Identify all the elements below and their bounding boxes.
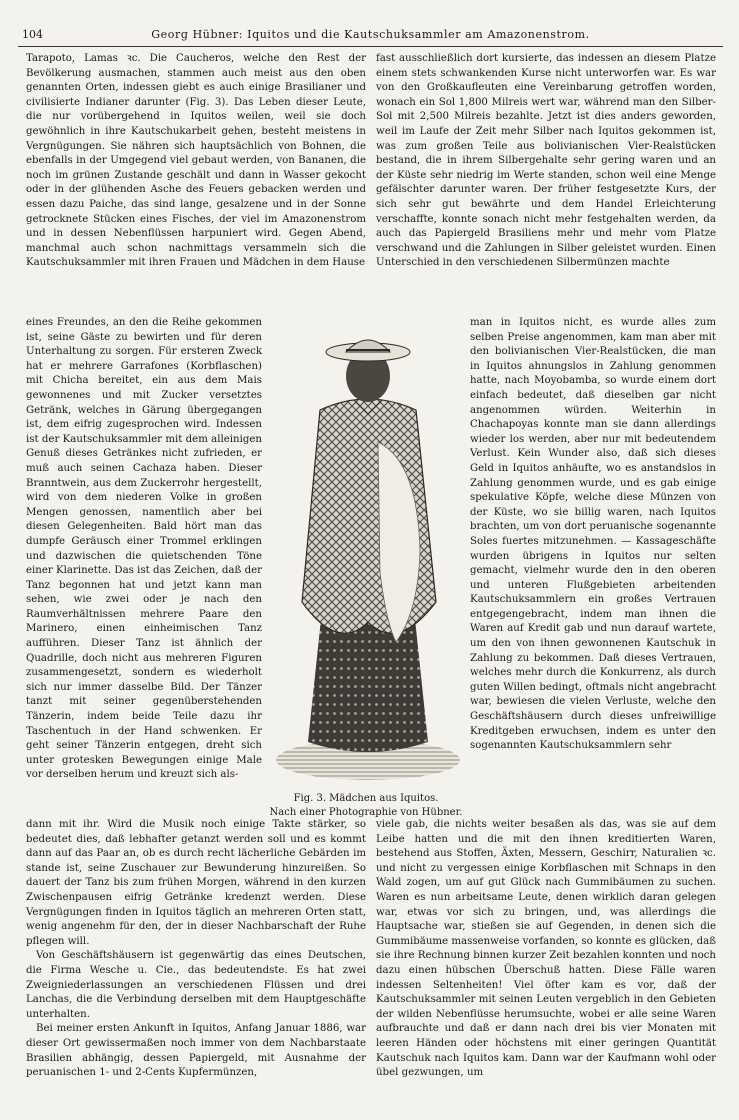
column-right-top (376, 52, 716, 271)
girl-illustration (268, 322, 464, 786)
column-left-middle (26, 316, 262, 783)
page-number: 104 (22, 28, 43, 41)
paragraph: man in Iquitos nicht, es wurde alles zum selben Preise angenommen, kam man aber mit den bolivianischen Vier-Realstücken, die man in Iquitos ahnungslos in Zahlung genommen hatte, nach Moyobamba, so wurde einem dort einfach bedeutet, daß dieselben gar nicht angenommen würden. Weiterhin in Chachapoyas konnte man sie dann allerdings wieder los werden, aber nur mit bedeutendem Verlust. Kein Wunder also, daß sich dieses Geld in Iquitos anhäufte, wo es anstandslos in Zahlung genommen wurde, und es gab einige spekulative Köpfe, welche diese Münzen von der Küste, wo sie billig waren, nach Iquitos brachten, um von dort peruanische sogenannte Soles fuertes mitzunehmen. — Kassageschäfte wurden übrigens in Iquitos nur selten gemacht, vielmehr wurde den in den oberen und unteren Flußgebieten arbeitenden Kautschuksammlern ein großes Vertrauen entgegengebracht, indem man ihnen die Waren auf Kredit gab und nun darauf wartete, um den von ihnen gewonnenen Kautschuk in Zahlung zu bekommen. Daß dieses Vertrauen, welches mehr durch die Konkurrenz, als durch guten Willen bedingt, oftmals nicht angebracht war, bewiesen die vielen Verluste, welche den Geschäftshäusern durch dieses unfreiwillige Kreditgeben erwuchsen, indem es unter den sogenannten Kautschuksammlern sehr (470, 317, 716, 752)
paragraph: Bei meiner ersten Ankunft in Iquitos, Anfang Januar 1886, war dieser Ort gewissermaßen noch immer von dem Nachbarstaate Brasilien abhängig, dessen Papiergeld, mit Ausnahme der peruanischen 1- und 2-Cents Kupfermünzen, (26, 1023, 366, 1079)
figure-engraving (268, 322, 464, 786)
caption-title: Fig. 3. Mädchen aus Iquitos. (293, 793, 439, 804)
paragraph: fast ausschließlich dort kursierte, das indessen an diesem Platze einem stets schwankenden Kurse nicht unterworfen war. Es war von den Großkaufleuten eine Vereinbarung getroffen worden, wonach ein Sol 1,800 Milreis wert war, während man den Silber-Sol mit 2,500 Milreis bezahlte. Jetzt ist dies anders geworden, weil im Laufe der Zeit mehr Silber nach Iquitos gekommen ist, was zum großen Teile aus bolivianischen Vier-Realstücken bestand, die in ihrem Silbergehalte sehr gering waren und an der Küste sehr niedrig im Werte standen, schon weil eine Menge gefälschter darunter waren. Der früher festgesetzte Kurs, der sich sehr gut bewährte und dem Handel Erleichterung verschaffte, konnte sonach nicht mehr festgehalten werden, da auch das Papiergeld Brasiliens mehr und mehr vom Platze verschwand und die Zahlungen in Silber geleistet wurden. Einen Unterschied in den verschiedenen Silbermünzen machte (376, 53, 716, 269)
figure-caption (248, 792, 484, 820)
paragraph: eines Freundes, an den die Reihe gekommen ist, seine Gäste zu bewirten und für deren Unterhaltung zu sorgen. Für ersteren Zweck hat er mehrere Garrafones (Korbflaschen) mit Chicha bereitet, ein aus dem Mais gewonnenes und mit Zucker versetztes Getränk, welches in Gärung übergegangen ist, dem eifrig zugesprochen wird. Indessen ist der Kautschuksammler mit dem alleinigen Genuß dieses Getränkes nicht zufrieden, er muß auch seinen Cachaza haben. Dieser Branntwein, aus dem Zuckerrohr hergestellt, wird von dem niederen Volke in großen Mengen genossen, namentlich aber bei diesen Gelegenheiten. Bald hört man das dumpfe Geräusch einer Trommel erklingen und dazwischen die quietschenden Töne einer Klarinette. Das ist das Zeichen, daß der Tanz begonnen hat und jetzt kann man sehen, wie zwei oder je nach den Raumverhältnissen mehrere Paare den Marinero, einen einheimischen Tanz aufführen. Dieser Tanz ist ähnlich der Quadrille, doch nicht aus mehreren Figuren zusammengesetzt, sondern es wiederholt sich nur immer dasselbe Bild. Der Tänzer tanzt mit seiner gegenüberstehenden Tänzerin, indem beide Teile dazu ihr Taschentuch in der Hand schwenken. Er geht seiner Tänzerin entgegen, dreht sich unter grotesken Bewegungen einige Male vor derselben herum und kreuzt sich als- (26, 317, 262, 781)
paragraph: viele gab, die nichts weiter besaßen als das, was sie auf dem Leibe hatten und die mit den ihnen kreditierten Waren, bestehend aus Stoffen, Äxten, Messern, Geschirr, Naturalien ꝛc. und nicht zu vergessen einige Korbflaschen mit Schnaps in den Wald zogen, um auf gut Glück nach Gummibäumen zu suchen. Waren es nun arbeitsame Leute, denen wirklich daran gelegen war, etwas vor sich zu bringen, und, was allerdings die Hauptsache war, stießen sie auf Gegenden, in denen sich die Gummibäume massenweise vorfanden, so konnte es glücken, daß sie ihre Rechnung binnen kurzer Zeit bezahlen konnten und noch dazu einen hübschen Überschuß hatten. Diese Fälle waren indessen Seltenheiten! Viel öfter kam es vor, daß der Kautschuksammler mit seinen Leuten vergeblich in den Gebieten der wilden Nebenflüsse herumsuchte, wobei er alle seine Waren aufbrauchte und daß er dann nach drei bis vier Monaten mit leeren Händen oder höchstens mit einer geringen Quantität Kautschuk nach Iquitos kam. Dann war der Kaufmann wohl oder übel gezwungen, um (376, 819, 716, 1079)
column-right-bottom (376, 818, 716, 1081)
page-header (18, 26, 723, 47)
running-title: Georg Hübner: Iquitos und die Kautschuksammler am Amazonenstrom. (151, 28, 590, 41)
column-left-top (26, 52, 366, 271)
caption-credit: Nach einer Photographie von Hübner. (269, 807, 463, 818)
column-right-middle (470, 316, 716, 754)
paragraph: Von Geschäftshäusern ist gegenwärtig das eines Deutschen, die Firma Wesche u. Cie., das bedeutendste. Es hat zwei Zweigniederlassungen an verschiedenen Flüssen und drei Lanchas, die die Verbindung derselben mit dem Hauptgeschäfte unterhalten. (26, 950, 366, 1020)
paragraph: Tarapoto, Lamas ꝛc. Die Caucheros, welche den Rest der Bevölkerung ausmachen, stammen auch meist aus den oben genannten Orten, indessen giebt es auch einige Brasilianer und civilisierte Indianer darunter (Fig. 3). Das Leben dieser Leute, die nur vorübergehend in Iquitos weilen, weil sie doch gewöhnlich in ihre Kautschukarbeit gehen, besteht meistens in Vergnügungen. Sie nähren sich hauptsächlich von Bohnen, die ebenfalls in der Umgegend viel gebaut werden, von Bananen, die noch im grünen Zustande geschält und dann in Wasser gekocht oder in der glühenden Asche des Feuers gebacken werden und essen dazu Paiche, das sind lange, gesalzene und in der Sonne getrocknete Stücken eines Fisches, der viel im Amazonenstrom und in dessen Nebenflüssen harpuniert wird. Gegen Abend, manchmal auch schon nachmittags versammeln sich die Kautschuksammler mit ihren Frauen und Mädchen in dem Hause (26, 53, 366, 269)
paragraph: dann mit ihr. Wird die Musik noch einige Takte stärker, so bedeutet dies, daß lebhafter getanzt werden soll und es kommt dann auf das Paar an, ob es durch recht lächerliche Gebärden im stande ist, seine Zuschauer zur Bewunderung hinzureißen. So dauert der Tanz bis zum frühen Morgen, während in den kurzen Zwischenpausen eifrig Getränke kredenzt werden. Diese Vergnügungen finden in Iquitos täglich an mehreren Orten statt, wenig angenehm für den, der in dieser Nachbarschaft der Ruhe pflegen will. (26, 819, 366, 947)
column-left-bottom (26, 818, 366, 1081)
